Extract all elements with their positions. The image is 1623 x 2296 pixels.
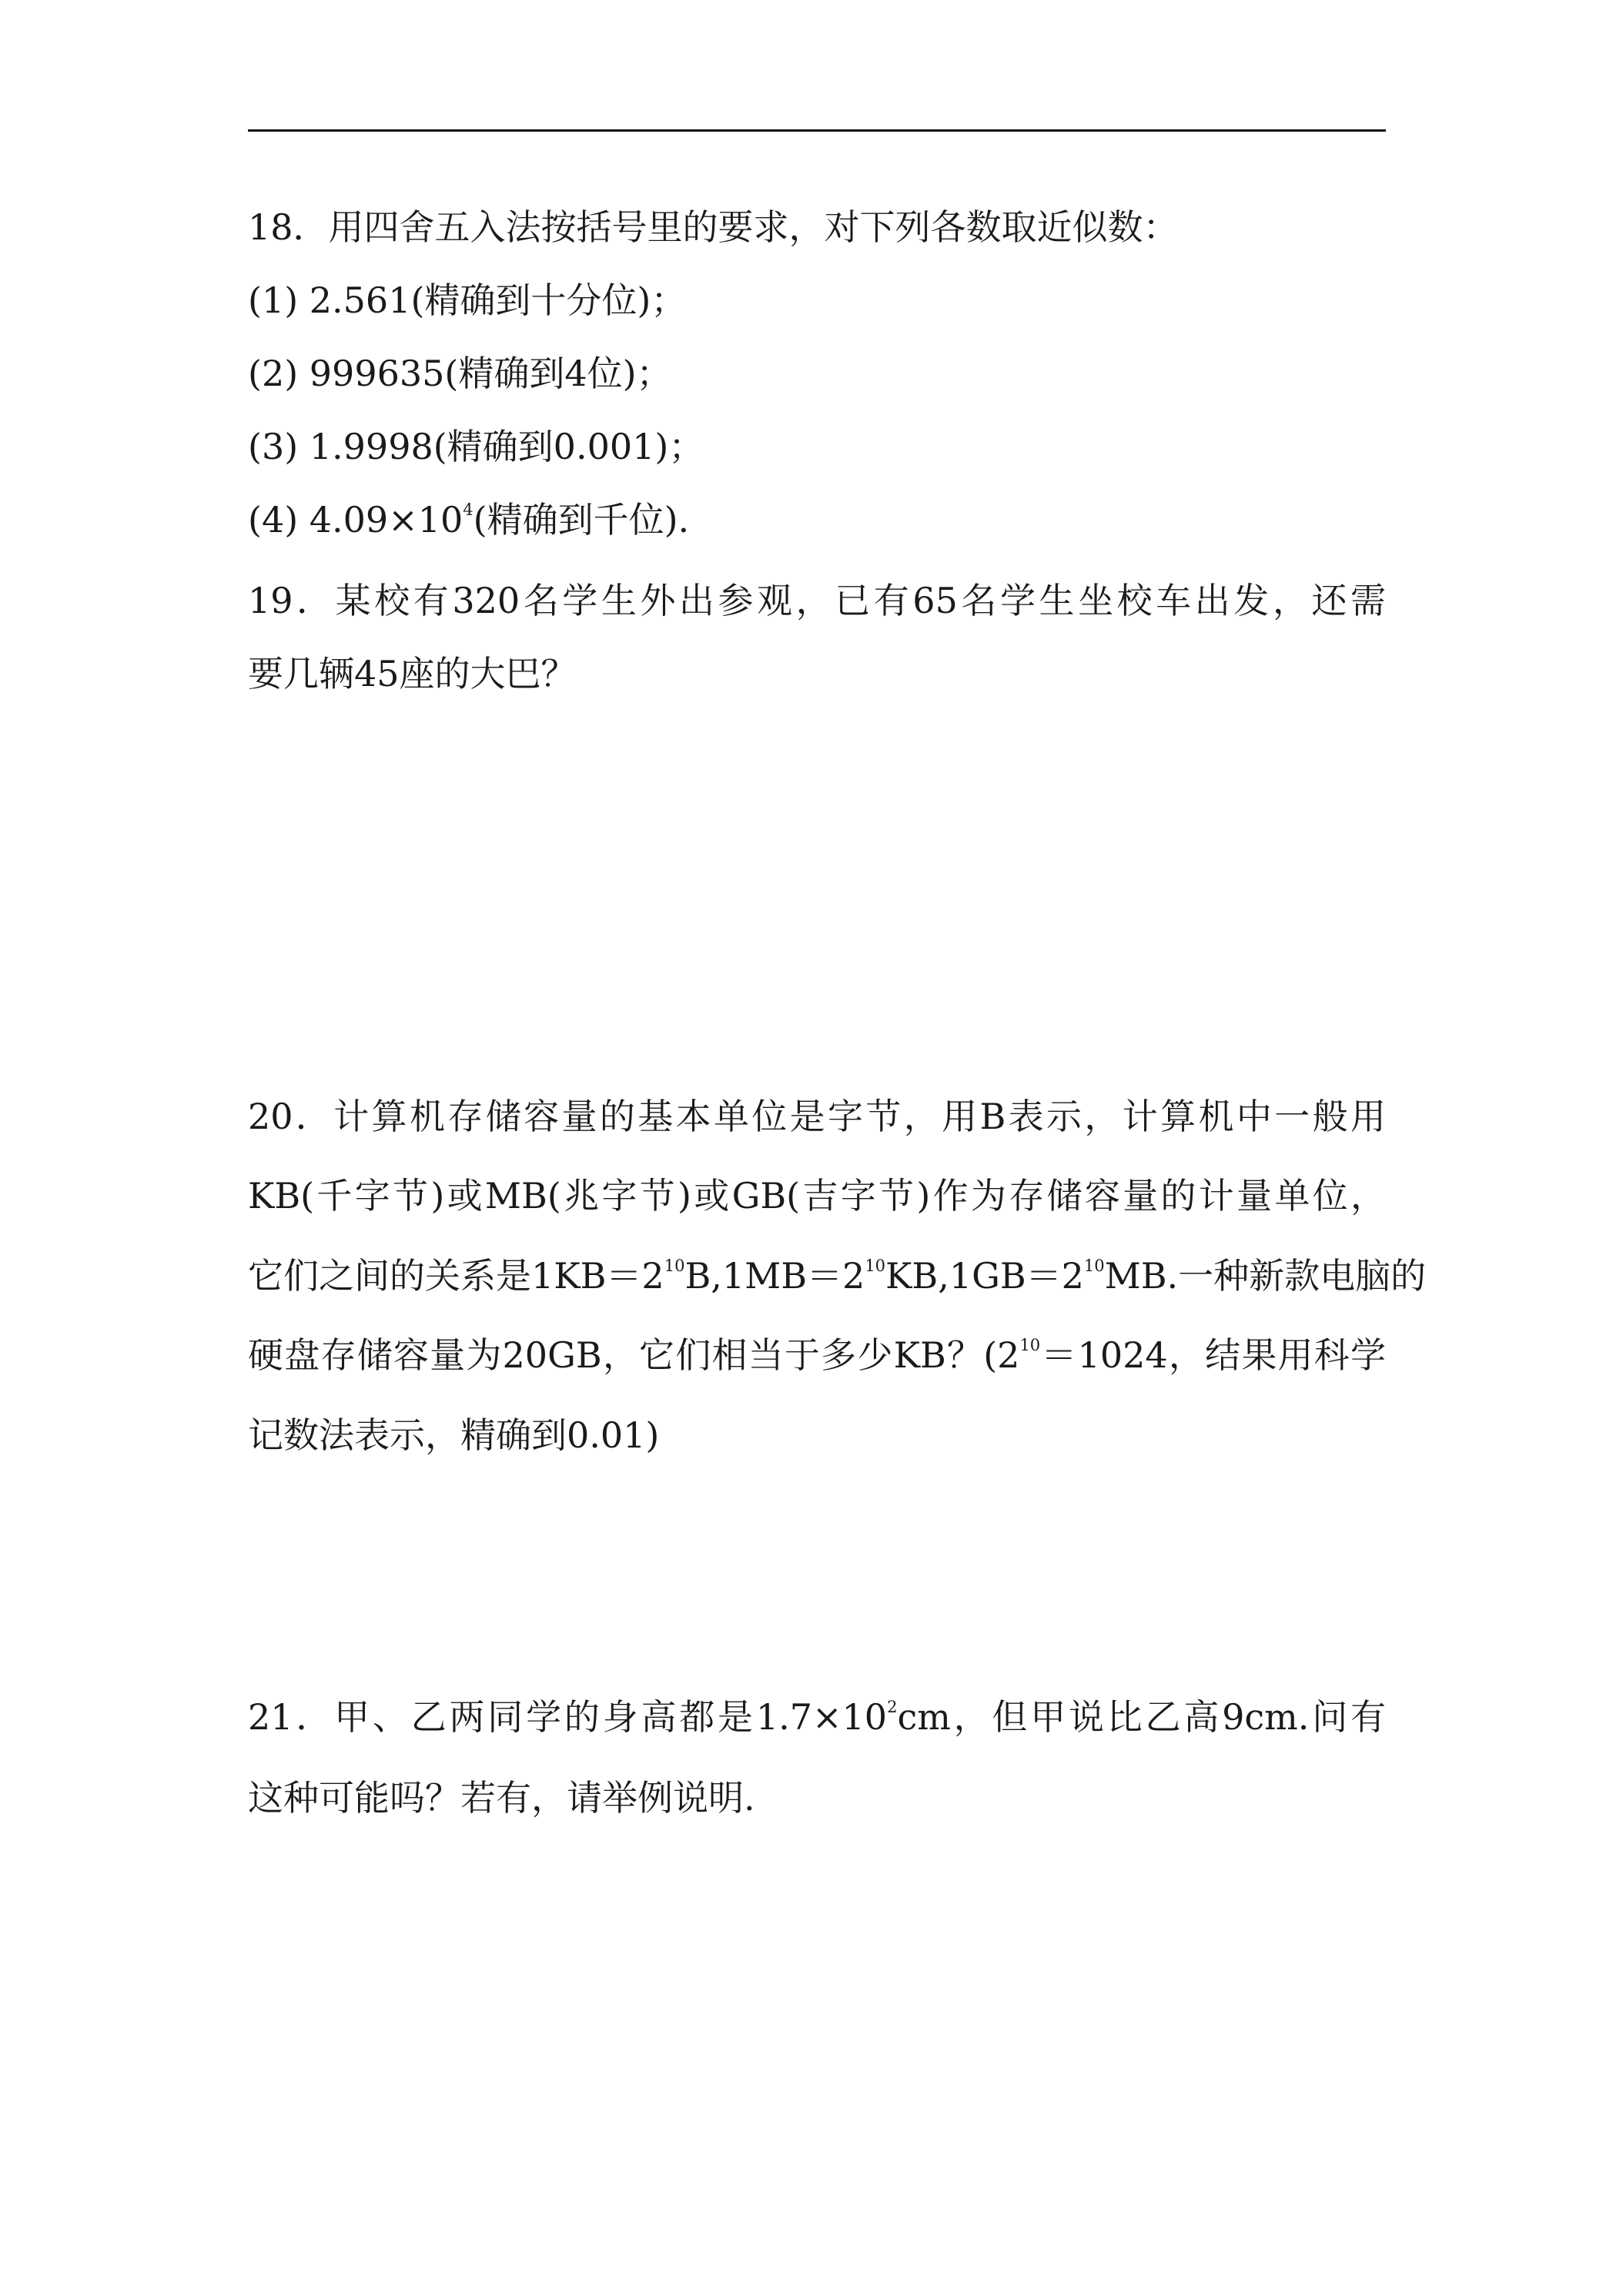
q20-line-3: 它们之间的关系是$1KB=2^{10}B,1MB=2^{10}KB,1GB=2^{10}MB$.一种新款电脑的 — [248, 1255, 1427, 1297]
q18-item-4: (4) $4.09\times 10^4$(精确到千位). — [248, 499, 690, 541]
header-rule — [248, 129, 1386, 132]
q19-line-1: 19．某校有320名学生外出参观，已有65名学生坐校车出发，还需 — [248, 580, 1386, 621]
exponent: 4 — [463, 500, 474, 519]
exponent: 10 — [1083, 1257, 1105, 1275]
q18-item-3: (3) 1.9998(精确到0.001)； — [248, 426, 704, 467]
q19-line-2: 要几辆45座的大巴？ — [248, 653, 577, 694]
q21-line-2: 这种可能吗？若有，请举例说明. — [248, 1777, 755, 1819]
q21-line-1: 21．甲、乙两同学的身高都是$1.7\times 10^2cm$，但甲说比乙高9cm.问有 — [248, 1696, 1387, 1738]
q18-item-2: (2) 999635(精确到4位)； — [248, 353, 672, 394]
exponent: 10 — [664, 1257, 685, 1275]
q18-item-1: (1) 2.561(精确到十分位)； — [248, 279, 687, 321]
exponent: 10 — [865, 1257, 886, 1275]
q20-line-4: 硬盘存储容量为20GB，它们相当于多少KB？($2^{10}=1024$，结果用科学 — [248, 1334, 1386, 1376]
q18-stem: 18．用四舍五入法按括号里的要求，对下列各数取近似数： — [248, 206, 1179, 248]
q20-line-2: KB(千字节)或MB(兆字节)或GB(吉字节)作为存储容量的计量单位， — [248, 1175, 1386, 1217]
q20-line-1: 20．计算机存储容量的基本单位是字节，用B表示，计算机中一般用 — [248, 1096, 1386, 1137]
exponent: 10 — [1019, 1336, 1041, 1354]
q20-line-5: 记数法表示，精确到0.01) — [248, 1414, 660, 1456]
exponent: 2 — [887, 1698, 898, 1716]
